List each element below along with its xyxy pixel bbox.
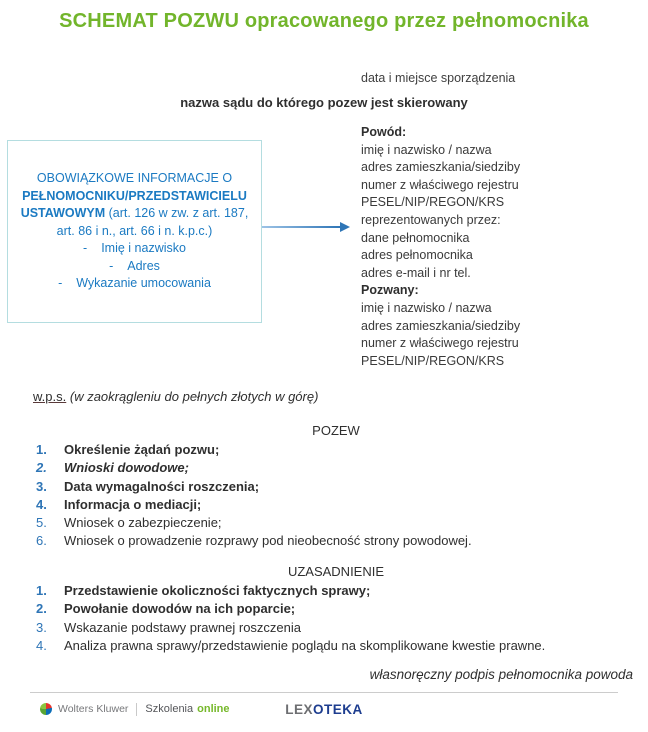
- party-line: numer z właściwego rejestru: [361, 336, 519, 351]
- wps-line: [33, 389, 318, 404]
- item-number: 6.: [36, 533, 47, 549]
- list-item: [0, 600, 648, 618]
- list-item: [0, 496, 648, 514]
- item-text: Wnioski dowodowe;: [64, 460, 189, 476]
- lexoteka-lex-part: LEX: [285, 702, 314, 717]
- item-number: 1.: [36, 583, 47, 598]
- item-text: Wniosek o zabezpieczenie;: [64, 515, 222, 531]
- item-text: Data wymagalności roszczenia;: [64, 478, 260, 494]
- bullet-text: Adres: [127, 258, 160, 273]
- pozwany-label: Pozwany:: [361, 283, 419, 298]
- info-box-line3-bold: USTAWOWYM: [20, 206, 106, 221]
- list-item: [58, 275, 211, 293]
- list-item: [58, 240, 211, 258]
- list-item: [0, 459, 648, 477]
- item-number: 5.: [36, 515, 47, 531]
- dash-bullet: -: [58, 276, 63, 291]
- mandatory-info-box: [7, 140, 262, 323]
- wps-abbreviation: w.p.s.: [33, 389, 67, 404]
- info-box-heading: [21, 170, 249, 240]
- item-text: Wniosek o prowadzenie rozprawy pod nieobecność strony powodowej.: [64, 533, 472, 549]
- uzasadnienie-list: [0, 582, 648, 655]
- powod-label: Powód:: [361, 125, 407, 139]
- item-number: 1.: [36, 442, 47, 457]
- item-number: 2.: [36, 460, 47, 476]
- list-item: [0, 619, 648, 637]
- dash-bullet: -: [109, 258, 114, 273]
- party-line: PESEL/NIP/REGON/KRS: [361, 195, 505, 210]
- parties-block: [361, 124, 520, 370]
- party-line: dane pełnomocnika: [361, 230, 470, 245]
- list-item: [0, 514, 648, 532]
- list-item: [58, 258, 211, 276]
- party-line: imię i nazwisko / nazwa: [361, 142, 492, 157]
- dash-bullet: -: [83, 241, 88, 256]
- court-name-line: nazwa sądu do którego pozew jest skierowany: [180, 95, 468, 110]
- item-text: Przedstawienie okoliczności faktycznych sprawy;: [64, 583, 371, 598]
- footer-divider: [30, 692, 618, 693]
- uzasadnienie-heading: UZASADNIENIE: [287, 564, 385, 579]
- info-box-line3-rest: (art. 126 w zw. z art. 187,: [105, 206, 249, 221]
- item-number: 3.: [36, 619, 47, 635]
- party-line: imię i nazwisko / nazwa: [361, 300, 492, 315]
- pozew-heading: POZEW: [312, 423, 360, 438]
- wolters-kluwer-brand: [40, 701, 230, 717]
- info-box-line2: PEŁNOMOCNIKU/PRZEDSTAWICIELU: [22, 188, 247, 203]
- pozew-list: [0, 441, 648, 551]
- item-text: Analiza prawna sprawy/przedstawienie poglądu na skomplikowane kwestie prawne.: [64, 637, 546, 653]
- lexoteka-logo: [285, 702, 363, 717]
- bullet-text: Wykazanie umocowania: [76, 276, 211, 291]
- party-line: adres e-mail i nr tel.: [361, 265, 471, 280]
- footer-separator: [136, 703, 137, 716]
- list-item: [0, 582, 648, 600]
- party-line: adres zamieszkania/siedziby: [361, 318, 521, 333]
- signature-line: własnoręczny podpis pełnomocnika powoda: [369, 667, 633, 682]
- date-place-line: data i miejsce sporządzenia: [361, 71, 516, 85]
- item-text: Określenie żądań pozwu;: [64, 442, 220, 457]
- item-text: Informacja o mediacji;: [64, 496, 202, 512]
- party-line: adres pełnomocnika: [361, 248, 473, 263]
- item-number: 3.: [36, 478, 47, 494]
- info-box-line1: OBOWIĄZKOWE INFORMACJE O: [36, 171, 233, 186]
- wolters-kluwer-logo-icon: [40, 703, 52, 715]
- list-item: [0, 637, 648, 655]
- item-text: Powołanie dowodów na ich poparcie;: [64, 601, 296, 617]
- info-box-line4: art. 86 i n., art. 66 i n. k.p.c.): [56, 223, 213, 238]
- item-text: Wskazanie podstawy prawnej roszczenia: [64, 619, 301, 635]
- item-number: 4.: [36, 637, 47, 653]
- party-line: numer z właściwego rejestru: [361, 177, 519, 192]
- szkolenia-label: Szkolenia: [145, 703, 194, 715]
- party-line: adres zamieszkania/siedziby: [361, 160, 521, 175]
- list-item: [0, 532, 648, 550]
- page-title: SCHEMAT POZWU opracowanego przez pełnomocnika: [59, 10, 589, 32]
- connector-arrow-icon: [262, 220, 350, 234]
- wolters-kluwer-label: Wolters Kluwer: [58, 703, 129, 715]
- party-line: reprezentowanych przez:: [361, 212, 501, 227]
- item-number: 4.: [36, 496, 47, 512]
- item-number: 2.: [36, 601, 47, 617]
- info-box-bullet-list: [58, 240, 211, 293]
- party-line: PESEL/NIP/REGON/KRS: [361, 353, 505, 368]
- wps-note: (w zaokrągleniu do pełnych złotych w górę): [66, 389, 319, 404]
- list-item: [0, 478, 648, 496]
- online-label: online: [197, 703, 230, 715]
- bullet-text: Imię i nazwisko: [101, 241, 186, 256]
- list-item: [0, 441, 648, 459]
- lexoteka-oteka-part: OTEKA: [313, 702, 363, 717]
